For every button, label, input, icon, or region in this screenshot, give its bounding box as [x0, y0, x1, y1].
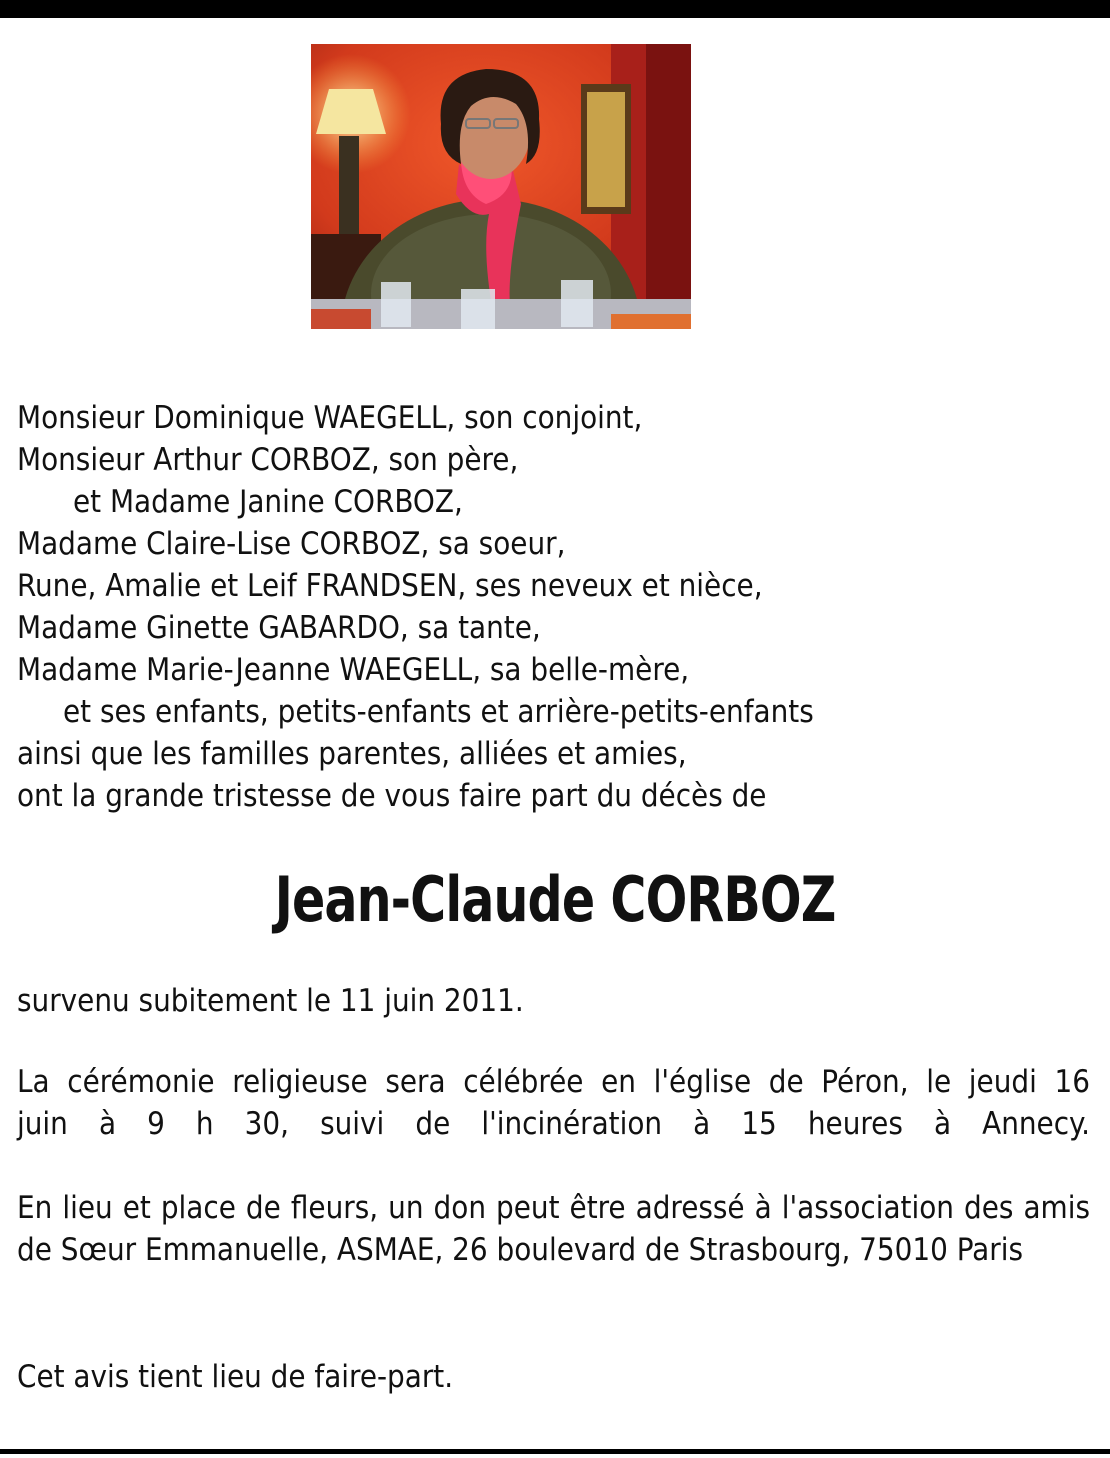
mourner-line: Madame Ginette GABARDO, sa tante,: [17, 610, 541, 646]
mourners-list: [17, 397, 1090, 817]
mourner-line: Monsieur Arthur CORBOZ, son père,: [17, 442, 519, 478]
mourner-line: Madame Claire-Lise CORBOZ, sa soeur,: [17, 526, 566, 562]
mourner-line: et Madame Janine CORBOZ,: [73, 484, 463, 520]
bottom-rule: [0, 1449, 1110, 1454]
ceremony-line: juin à 9 h 30, suivi de l'incinération à 15 heures à Annecy.: [17, 1106, 1090, 1142]
death-date-line: survenu subitement le 11 juin 2011.: [17, 983, 524, 1019]
deceased-name: Jean-Claude CORBOZ: [274, 863, 836, 936]
mourner-line: Monsieur Dominique WAEGELL, son conjoint,: [17, 400, 643, 436]
mourner-line: ont la grande tristesse de vous faire part du décès de: [17, 778, 767, 814]
mourner-line: et ses enfants, petits-enfants et arrière-petits-enfants: [63, 694, 814, 730]
mourner-line: Rune, Amalie et Leif FRANDSEN, ses neveux et nièce,: [17, 568, 763, 604]
closing-line: Cet avis tient lieu de faire-part.: [17, 1359, 454, 1395]
portrait-illustration: [311, 44, 691, 329]
mourner-line: Madame Marie-Jeanne WAEGELL, sa belle-mère,: [17, 652, 690, 688]
mourner-line: ainsi que les familles parentes, alliées et amies,: [17, 736, 687, 772]
portrait-photo: [311, 44, 691, 329]
top-rule: [0, 0, 1110, 18]
ceremony-line: La cérémonie religieuse sera célébrée en l'église de Péron, le jeudi 16: [17, 1064, 1090, 1100]
donation-paragraph: En lieu et place de fleurs, un don peut être adressé à l'association des amis de Sœur Emmanuelle, ASMAE, 26 boulevard de Strasbourg, 75010 Paris: [17, 1190, 1090, 1268]
ceremony-paragraph: [17, 1061, 1090, 1145]
